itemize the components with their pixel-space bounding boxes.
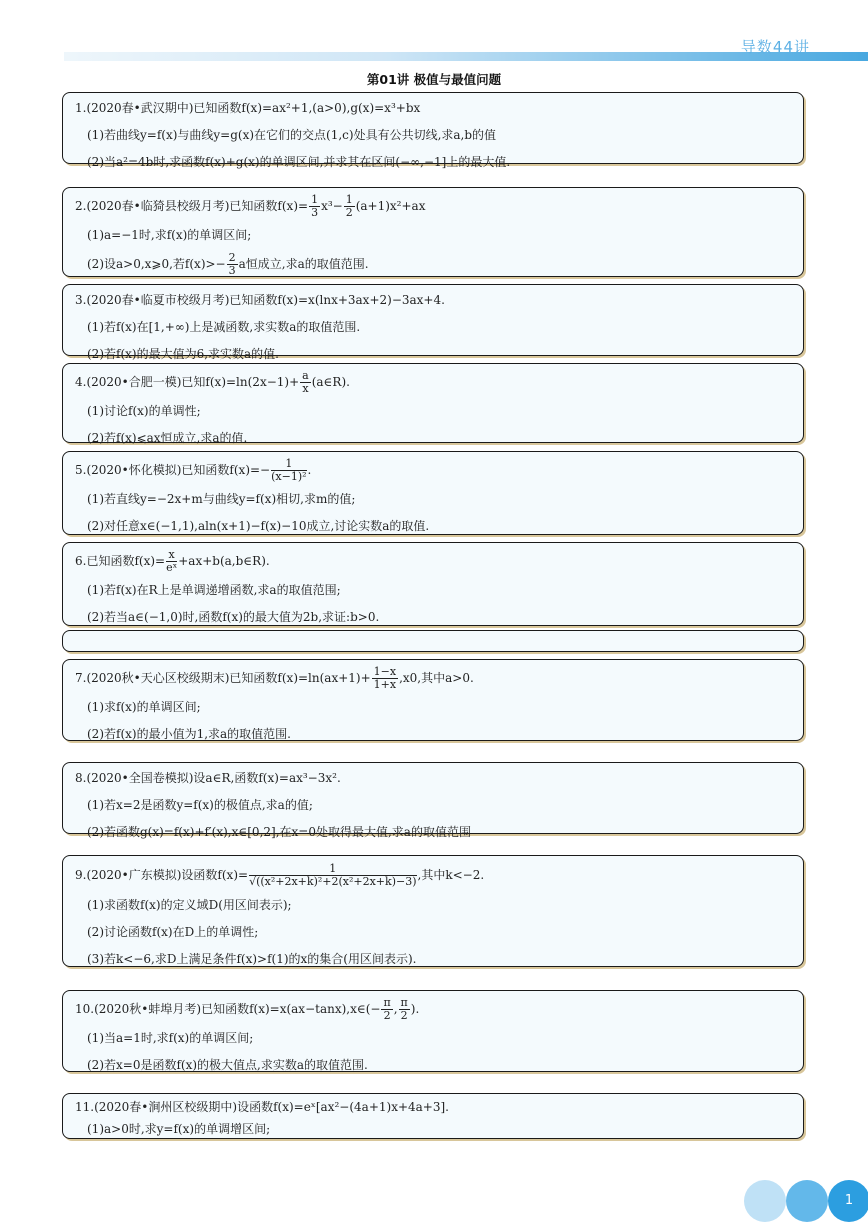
question-part: (1)讨论f(x)的单调性;	[87, 404, 201, 418]
question-part: (1)若直线y=−2x+m与曲线y=f(x)相切,求m的值;	[87, 492, 356, 506]
question-stem: 2.(2020春•临猗县校级月考)已知函数f(x)= $\frac{1}{3}$ x³− $\frac{1}{2}$ (a+1)x²+ax	[75, 193, 426, 219]
decor-circle	[786, 1180, 828, 1222]
question-stem: 1.(2020春•武汉期中)已知函数f(x)=ax²+1,(a>0),g(x)=x³+bx	[75, 101, 421, 115]
fraction: $\frac{1}{2}$	[345, 193, 353, 219]
question-part: (2)若当a∈(−1,0)时,函数f(x)的最大值为2b,求证:b>0.	[87, 610, 380, 624]
empty-answer-box	[62, 630, 804, 652]
fraction: $\frac{1}{3}$	[311, 193, 319, 219]
question-part: (2)若f(x)⩽ax恒成立,求a的值.	[87, 431, 248, 445]
question-part: (1)求函数f(x)的定义域D(用区间表示);	[87, 898, 292, 912]
question-8	[62, 762, 804, 839]
question-stem: 10.(2020秋•蚌埠月考)已知函数f(x)=x(ax−tanx),x∈(− $\frac{\pi}{2}$ , $\frac{\pi}{2}$ ).	[75, 996, 420, 1022]
question-part: (1)a>0时,求y=f(x)的单调增区间;	[87, 1122, 271, 1136]
question-3	[62, 284, 804, 361]
question-stem: 8.(2020•全国卷模拟)设a∈R,函数f(x)=ax³−3x².	[75, 771, 341, 785]
question-4	[62, 363, 804, 443]
page-number: 1	[828, 1180, 868, 1222]
question-part: (2)若f(x)的最大值为6,求实数a的值.	[87, 347, 279, 361]
question-part: (1)若f(x)在R上是单调递增函数,求a的取值范围;	[87, 583, 341, 597]
question-11	[62, 1093, 804, 1139]
question-9	[62, 855, 804, 967]
fraction: $\frac{x}{\text{eˣ}}$	[166, 548, 178, 574]
series-title: 导数44讲	[740, 38, 810, 56]
question-part: (2)若函数g(x)=f(x)+f′(x),x∈[0,2],在x=0处取得最大值,求a的取值范围	[87, 825, 471, 839]
question-stem: 5.(2020•怀化模拟)已知函数f(x)=− $\frac{1}{\text{(x−1)²}}$ .	[75, 457, 312, 483]
decor-circle	[744, 1180, 786, 1222]
question-part: (2)设a>0,x⩾0,若f(x)>− $\frac{2}{3}$ a恒成立,求a的取值范围.	[87, 251, 369, 277]
question-stem: 6.已知函数f(x)= $\frac{x}{\text{eˣ}}$ +ax+b(a,b∈R).	[75, 548, 270, 574]
question-part: (1)a=−1时,求f(x)的单调区间;	[87, 228, 252, 242]
question-10	[62, 990, 804, 1072]
question-6	[62, 542, 804, 626]
question-stem: 4.(2020•合肥一模)已知f(x)=ln(2x−1)+ $\frac{a}{x}$ (a∈R).	[75, 369, 350, 395]
question-stem: 7.(2020秋•天心区校级期末)已知函数f(x)=ln(ax+1)+ $\frac{1-x}{1+x}$ ,x0,其中a>0.	[75, 665, 474, 691]
question-part: (2)对任意x∈(−1,1),aln(x+1)−f(x)−10成立,讨论实数a的取值.	[87, 519, 430, 533]
question-part: (2)若x=0是函数f(x)的极大值点,求实数a的取值范围.	[87, 1058, 368, 1072]
question-part: (2)讨论函数f(x)在D上的单调性;	[87, 925, 259, 939]
question-stem: 3.(2020春•临夏市校级月考)已知函数f(x)=x(lnx+3ax+2)−3ax+4.	[75, 293, 445, 307]
question-part: (1)当a=1时,求f(x)的单调区间;	[87, 1031, 254, 1045]
fraction: $\frac{1-x}{1+x}$	[373, 665, 397, 691]
question-part: (1)若x=2是函数y=f(x)的极值点,求a的值;	[87, 798, 313, 812]
question-part: (1)若曲线y=f(x)与曲线y=g(x)在它们的交点(1,c)处具有公共切线,求a,b的值	[87, 128, 497, 142]
question-part: (1)求f(x)的单调区间;	[87, 700, 201, 714]
question-part: (1)若f(x)在[1,+∞)上是减函数,求实数a的取值范围.	[87, 320, 361, 334]
question-stem: 9.(2020•广东模拟)设函数f(x)= $\frac{1}{\text{√((x²+2x+k)²+2(x²+2x+k)−3)}}$ ,其中k<−2.	[75, 862, 485, 888]
question-7	[62, 659, 804, 741]
question-stem: 11.(2020春•涧州区校级期中)设函数f(x)=eˣ[ax²−(4a+1)x+4a+3].	[75, 1100, 449, 1114]
question-part: (2)当a²=4b时,求函数f(x)+g(x)的单调区间,并求其在区间(−∞,−1]上的最大值.	[87, 155, 511, 169]
fraction: $\frac{2}{3}$	[228, 251, 236, 277]
lecture-title: 第01讲 极值与最值问题	[366, 72, 502, 87]
fraction: $\frac{1}{\text{√((x²+2x+k)²+2(x²+2x+k)−3)}}$	[249, 862, 417, 888]
fraction: $\frac{\pi}{2}$	[383, 996, 391, 1022]
fraction: $\frac{a}{x}$	[302, 369, 309, 395]
question-5	[62, 451, 804, 535]
question-part: (2)若f(x)的最小值为1,求a的取值范围.	[87, 727, 291, 741]
question-2	[62, 187, 804, 277]
fraction: $\frac{1}{\text{(x−1)²}}$	[271, 457, 307, 483]
question-part: (3)若k<−6,求D上满足条件f(x)>f(1)的x的集合(用区间表示).	[87, 952, 417, 966]
question-1	[62, 92, 804, 169]
fraction: $\frac{\pi}{2}$	[400, 996, 408, 1022]
